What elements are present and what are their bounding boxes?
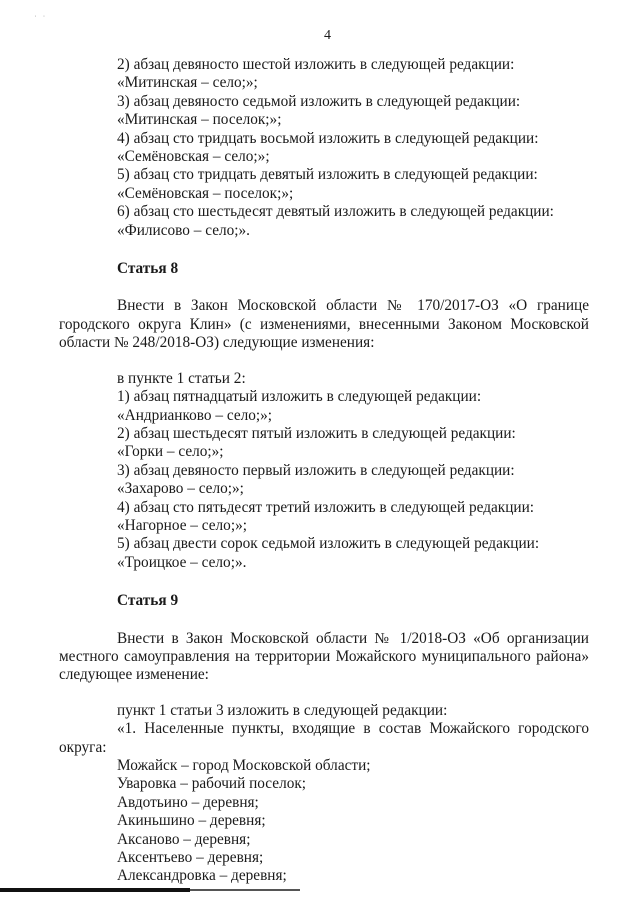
- list-item: 5) абзац сто тридцать девятый изложить в следующей редакции:: [117, 166, 538, 184]
- list-item: «Троицкое – село;».: [117, 553, 247, 571]
- paragraph-line: области № 248/2018-ОЗ) следующие изменения:: [59, 334, 375, 352]
- list-item: «Захарово – село;»;: [117, 480, 244, 498]
- paragraph-line: городского округа Клин» (с изменениями, внесенными Законом Московской: [59, 315, 589, 333]
- list-item: «Семёновская – село;»;: [117, 148, 270, 166]
- scan-edge-bar: [0, 888, 190, 892]
- list-item: Можайск – город Московской области;: [117, 757, 371, 774]
- list-item: 4) абзац сто тридцать восьмой изложить в следующей редакции:: [117, 129, 539, 147]
- list-item: 5) абзац двести сорок седьмой изложить в следующей редакции:: [117, 535, 540, 553]
- paragraph-line: округа:: [59, 738, 107, 756]
- article-8-intro: [59, 297, 589, 352]
- paragraph-line: Внести в Закон Московской области № 1/2018-ОЗ «Об организации: [117, 629, 589, 647]
- scan-edge-bar: [190, 889, 300, 891]
- list-item: Уваровка – рабочий поселок;: [117, 775, 307, 793]
- page-number: 4: [324, 28, 331, 43]
- list-item: Александровка – деревня;: [117, 867, 287, 885]
- clause-line: пункт 1 статьи 3 изложить в следующей редакции:: [117, 701, 448, 719]
- list-item: 3) абзац девяносто первый изложить в следующей редакции:: [117, 461, 515, 479]
- article-8-heading: Статья 8: [117, 260, 179, 278]
- paragraph-line: «1. Населенные пункты, входящие в состав Можайского городского: [117, 720, 589, 738]
- list-item: «Нагорное – село;»;: [117, 516, 247, 534]
- article-9-intro: [59, 630, 589, 685]
- list-item: Авдотьино – деревня;: [117, 793, 259, 811]
- list-item: Аксентьево – деревня;: [117, 849, 264, 867]
- list-item: 2) абзац девяносто шестой изложить в следующей редакции:: [117, 56, 515, 73]
- quoted-paragraph: [59, 720, 589, 757]
- list-item: Аксаново – деревня;: [117, 830, 251, 848]
- list-item: «Митинская – поселок;»;: [117, 111, 282, 129]
- article-9-heading: Статья 9: [117, 592, 179, 610]
- settlement-list: [117, 757, 589, 886]
- amendment-list-article8: [117, 370, 589, 572]
- list-item: «Семёновская – поселок;»;: [117, 184, 294, 202]
- list-item: Акиньшино – деревня;: [117, 812, 266, 830]
- list-item: 6) абзац сто шестьдесят девятый изложить в следующей редакции:: [117, 203, 554, 221]
- list-item: «Митинская – село;»;: [117, 74, 258, 92]
- list-item: «Горки – село;»;: [117, 443, 224, 461]
- document-body: [59, 56, 589, 886]
- list-item: «Филисово – село;».: [117, 221, 251, 239]
- paragraph-line: следующее изменение:: [59, 666, 209, 684]
- paragraph-line: Внести в Закон Московской области № 170/2017-ОЗ «О границе: [117, 297, 589, 315]
- list-item: «Андрианково – село;»;: [117, 406, 273, 424]
- scan-artifact: ˙ ˙: [34, 14, 48, 23]
- list-item: 4) абзац сто пятьдесят третий изложить в следующей редакции:: [117, 498, 535, 516]
- list-item: 2) абзац шестьдесят пятый изложить в следующей редакции:: [117, 424, 516, 442]
- amendment-list-block1: [117, 56, 589, 240]
- list-item: в пункте 1 статьи 2:: [117, 369, 246, 387]
- list-item: 1) абзац пятнадцатый изложить в следующей редакции:: [117, 388, 482, 406]
- list-item: 3) абзац девяносто седьмой изложить в следующей редакции:: [117, 92, 521, 110]
- paragraph-line: местного самоуправления на территории Можайского муниципального района»: [59, 647, 589, 665]
